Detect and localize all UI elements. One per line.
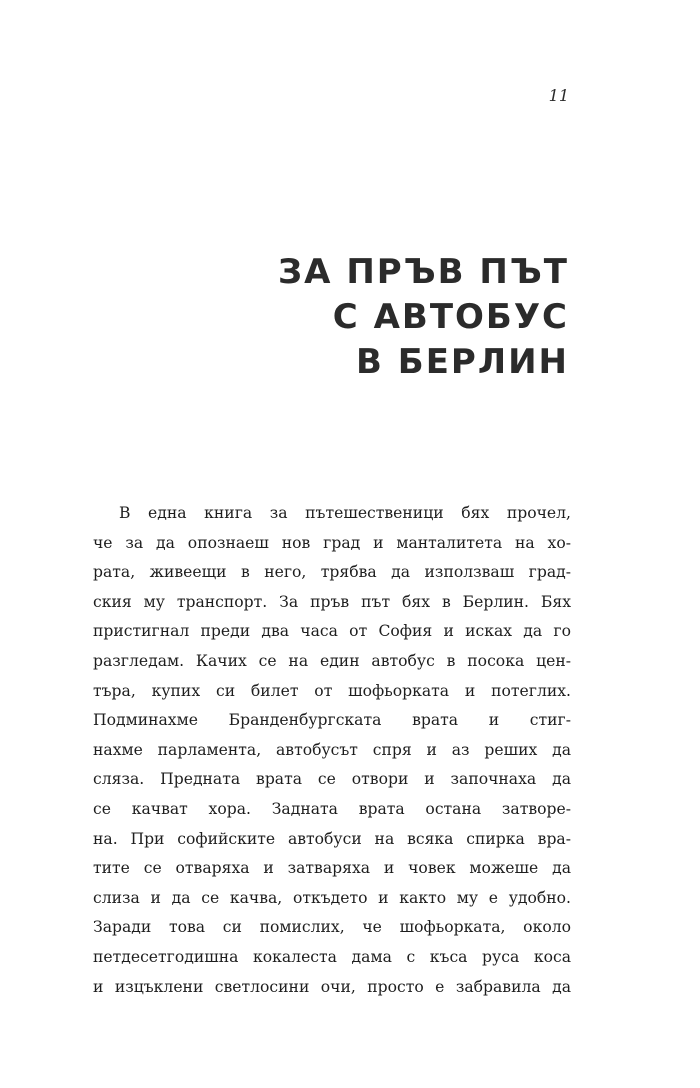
text-line: слиза и да се качва, откъдето и както му е удобно. <box>93 888 571 907</box>
text-line: ския му транспорт. За пръв път бях в Берлин. Бях <box>93 592 571 611</box>
text-line: В една книга за пътешественици бях прочел, <box>119 504 571 522</box>
text-line: петдесетгодишна кокалеста дама с къса руса коса <box>93 947 571 966</box>
chapter-title <box>169 250 569 385</box>
text-line: на. При софийските автобуси на всяка спирка вра- <box>93 829 571 848</box>
text-line: и изцъклени светлосини очи, просто е забравила да <box>93 977 571 996</box>
chapter-title-line: ЗА ПРЪВ ПЪТ <box>278 252 569 292</box>
text-line: Подминахме Бранденбургската врата и стиг- <box>93 711 571 730</box>
text-line: сляза. Предната врата се отвори и започнаха да <box>93 770 571 789</box>
text-line: се качват хора. Задната врата остана затворе- <box>93 799 571 818</box>
text-line: разгледам. Качих се на един автобус в посока цен- <box>93 651 571 670</box>
text-line: пристигнал преди два часа от София и исках да го <box>93 622 571 641</box>
text-line: нахме парламента, автобусът спря и аз реших да <box>93 740 571 759</box>
text-line: че за да опознаеш нов град и манталитета на хо- <box>93 533 571 552</box>
chapter-title-line: С АВТОБУС <box>332 297 569 337</box>
chapter-title-line: В БЕРЛИН <box>356 342 569 382</box>
body-paragraph <box>93 499 571 1002</box>
text-line: тите се отваряха и затваряха и човек можеше да <box>93 859 571 878</box>
text-line: търа, купих си билет от шофьорката и потеглих. <box>93 681 571 700</box>
page-number: 11 <box>548 86 569 105</box>
text-line: Заради това си помислих, че шофьорката, около <box>93 918 571 937</box>
text-line: рата, живеещи в него, трябва да използваш град- <box>93 563 571 582</box>
